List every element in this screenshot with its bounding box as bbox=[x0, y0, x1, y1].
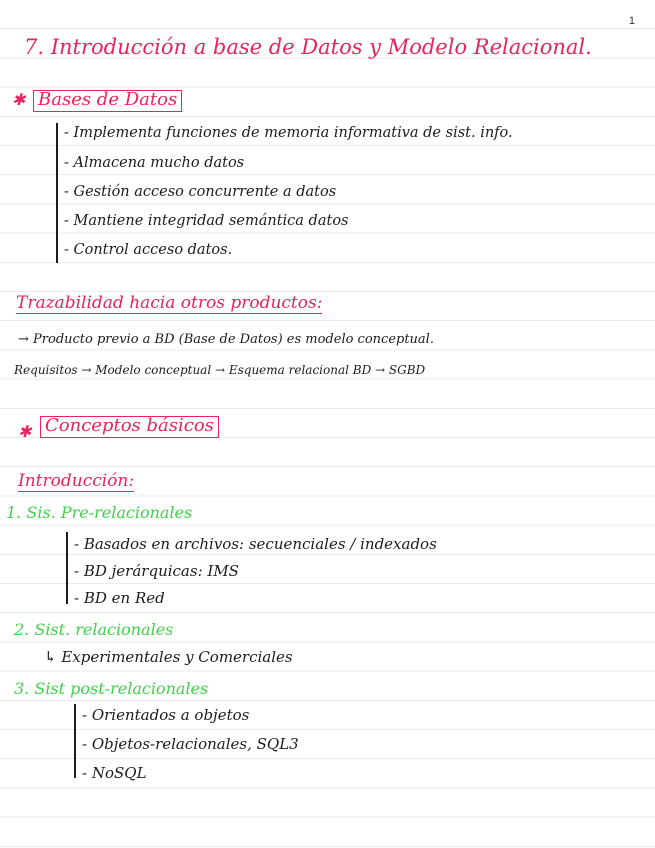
list-item: - NoSQL bbox=[82, 764, 147, 782]
list-item: - BD jerárquicas: IMS bbox=[74, 562, 239, 580]
trazabilidad-chain: Requisitos → Modelo conceptual → Esquema relacional BD → SGBD bbox=[14, 363, 426, 377]
list-item: - Gestión acceso concurrente a datos bbox=[64, 184, 337, 200]
page-number: 1 bbox=[628, 15, 635, 27]
list-item: - Almacena mucho datos bbox=[64, 155, 245, 171]
subsection-label: 2. Sist. relacionales bbox=[14, 620, 174, 639]
list-item: - BD en Red bbox=[74, 589, 165, 607]
subsection-note: ↳ Experimentales y Comerciales bbox=[44, 648, 293, 666]
list-item: - Control acceso datos. bbox=[64, 242, 233, 258]
list-item: - Objetos-relacionales, SQL3 bbox=[82, 735, 299, 753]
introduccion-heading: Introducción: bbox=[18, 471, 135, 491]
list-item: - Implementa funciones de memoria informativa de sist. info. bbox=[64, 125, 513, 141]
list-item: - Orientados a objetos bbox=[82, 706, 250, 724]
subsection-label: 1. Sis. Pre-relacionales bbox=[6, 503, 193, 522]
section-marker-icon: ✱ bbox=[12, 90, 26, 109]
section-heading-conceptos-basicos: Conceptos básicos bbox=[40, 416, 219, 438]
page-title: 7. Introducción a base de Datos y Modelo Relacional. bbox=[24, 35, 592, 59]
section-marker-icon: ✱ bbox=[18, 422, 32, 441]
subsection-label: 3. Sist post-relacionales bbox=[14, 679, 209, 698]
section-heading-bases-de-datos: Bases de Datos bbox=[33, 90, 182, 112]
trazabilidad-line: → Producto previo a BD (Base de Datos) es modelo conceptual. bbox=[18, 332, 434, 347]
list-bracket bbox=[56, 123, 58, 263]
list-item: - Mantiene integridad semántica datos bbox=[64, 213, 349, 229]
list-bracket bbox=[74, 704, 76, 778]
trazabilidad-heading: Trazabilidad hacia otros productos: bbox=[16, 293, 323, 313]
list-bracket bbox=[66, 532, 68, 604]
list-item: - Basados en archivos: secuenciales / indexados bbox=[74, 535, 437, 553]
